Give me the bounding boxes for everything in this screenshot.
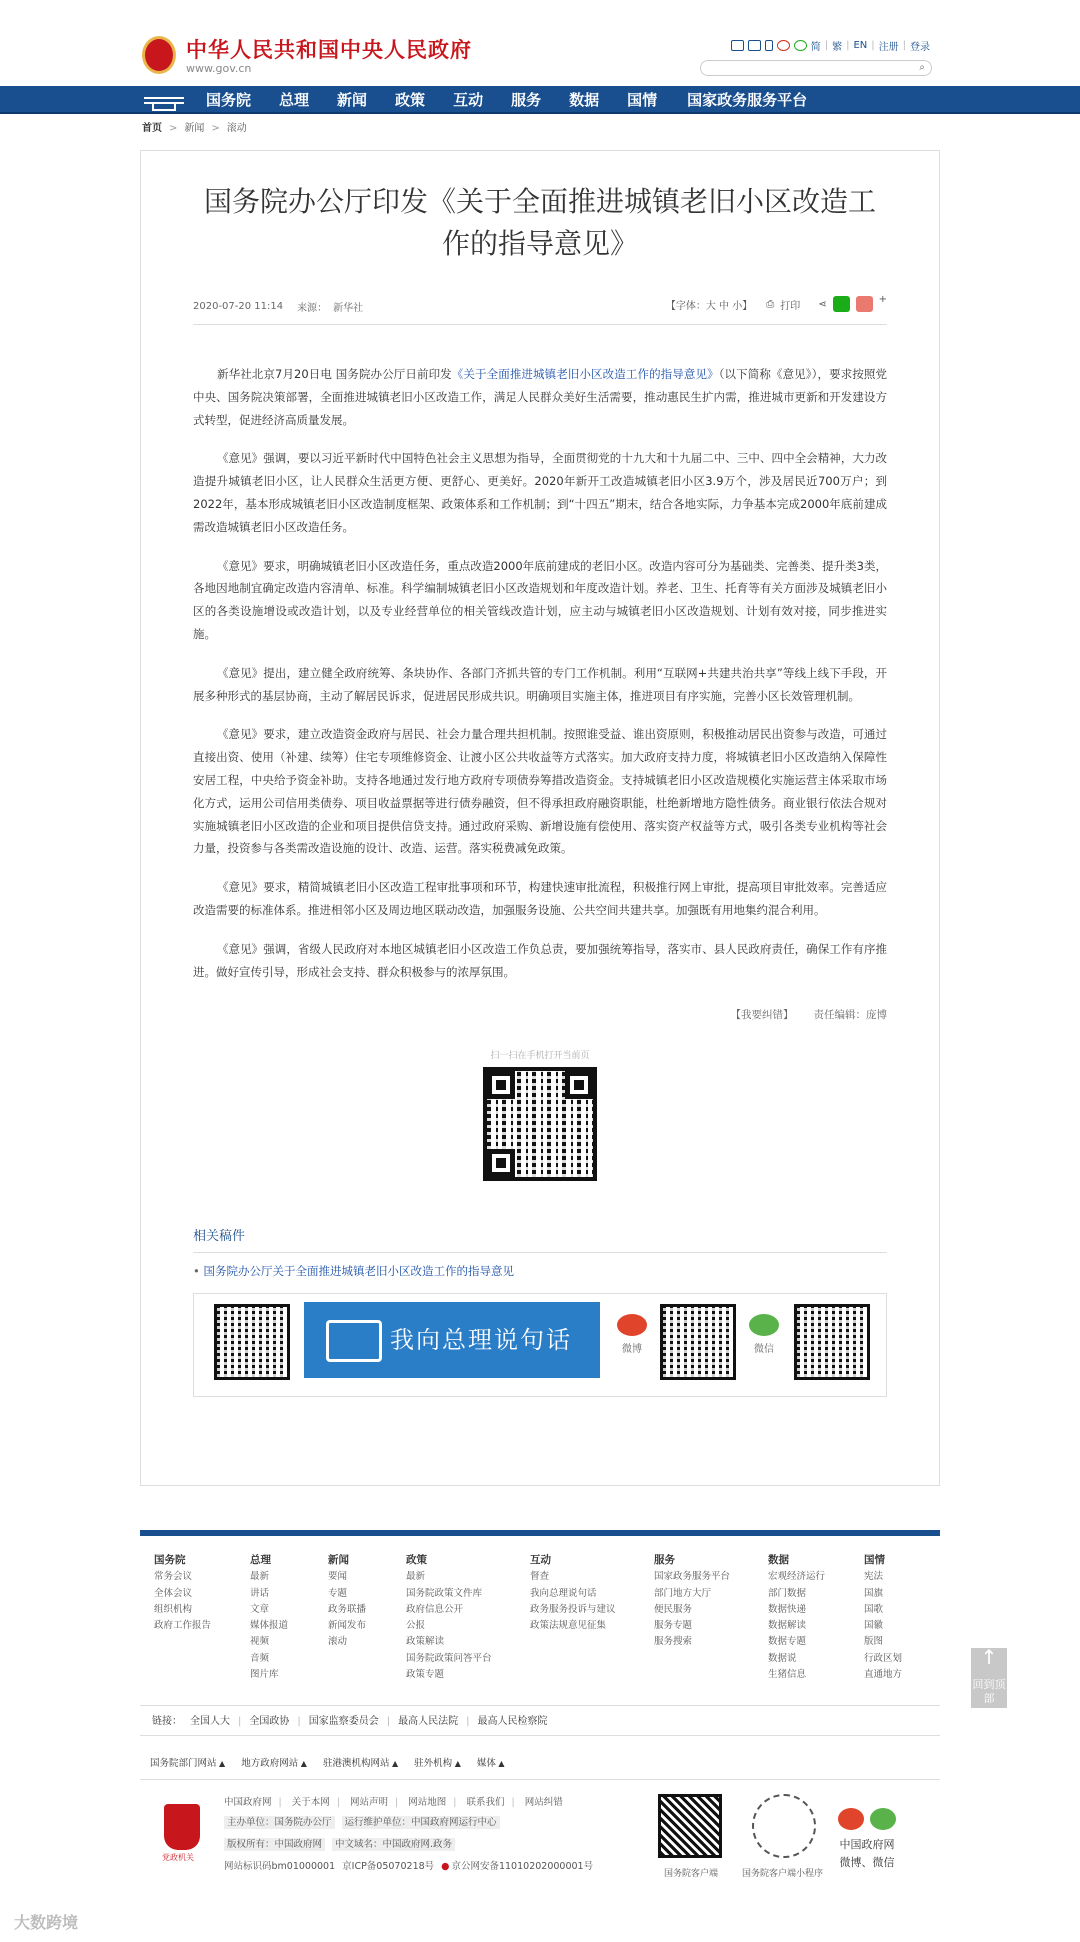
footer-column-link[interactable]: 新闻发布 xyxy=(328,1620,367,1632)
party-gov-seal-icon[interactable] xyxy=(164,1804,200,1850)
app-qr-label: 国务院客户端 xyxy=(664,1869,719,1879)
nav-news[interactable]: 新闻 xyxy=(337,91,368,109)
separator: | xyxy=(824,40,829,51)
breadcrumb-news[interactable]: 新闻 xyxy=(184,123,205,134)
operator-text: 运行维护单位：中国政府网运行中心 xyxy=(342,1816,500,1829)
footer-column-link[interactable]: 数据快递 xyxy=(768,1603,807,1615)
search-icon[interactable]: ⌕ xyxy=(919,62,925,73)
chevron-right-icon: > xyxy=(211,123,220,134)
footer-column-link[interactable]: 要闻 xyxy=(328,1571,348,1583)
banner-qr-code xyxy=(214,1304,290,1380)
link-traditional[interactable]: 繁 xyxy=(832,42,843,53)
footer-column-link[interactable]: 国务院政策文件库 xyxy=(406,1587,483,1599)
footer-link[interactable]: 关于本网 xyxy=(291,1797,330,1808)
site-header xyxy=(140,0,940,86)
footer-column xyxy=(406,1552,530,1705)
back-to-top-button[interactable]: ↑ 回到顶部 xyxy=(971,1648,1007,1708)
interaction-banner xyxy=(193,1293,887,1397)
report-error-link[interactable]: 【我要纠错】 xyxy=(730,1009,794,1022)
link-cppcc[interactable]: 全国政协 xyxy=(249,1716,290,1727)
site-name[interactable]: 中华人民共和国中央人民政府 xyxy=(186,38,472,62)
message-icon[interactable] xyxy=(748,40,761,51)
editor-line xyxy=(193,1007,887,1022)
article-meta xyxy=(193,289,887,325)
font-size-switch[interactable]: 【字体：大 中 小】 xyxy=(665,300,753,312)
source-label: 来源： xyxy=(297,303,328,314)
mail-icon[interactable] xyxy=(731,40,744,51)
miniprogram-qr-code xyxy=(752,1794,816,1858)
article-paragraph: 《意见》强调，省级人民政府对本地区城镇老旧小区改造工作负总责，要加强统筹指导，落实市、县人民政府责任，确保工作有序推进。做好宣传引导，形成社会支持、群众积极参与的浓厚氛围。 xyxy=(193,941,887,979)
footer-column-link[interactable]: 音频 xyxy=(250,1652,270,1664)
footer-column xyxy=(654,1552,768,1705)
link-simplified[interactable]: 简 xyxy=(810,42,821,53)
article-paragraph: 《意见》要求，明确城镇老旧小区改造任务，重点改造2000年底前建成的老旧小区。改造内容可分为基础类、完善类、提升类3类，各地因地制宜确定改造内容清单、标准。科学编制城镇老旧小区改造规划和年度改造计划。养老、卫生、托育等有关方面涉及城镇老旧小区的各类设施增设或改造计划，以及专业经营单位的相关管线改造计划，应主动与城镇老旧小区改造规划、计划有效对接，同步推进实施。 xyxy=(193,558,887,641)
article-body xyxy=(193,325,887,983)
tiananmen-icon[interactable] xyxy=(140,90,188,110)
footer-column xyxy=(864,1552,934,1705)
footer-column-link[interactable]: 督查 xyxy=(530,1571,550,1583)
footer-column-link[interactable]: 版图 xyxy=(864,1636,884,1648)
footer-column-link[interactable]: 国务院政策问答平台 xyxy=(406,1652,492,1664)
article-title: 国务院办公厅印发《关于全面推进城镇老旧小区改造工作的指导意见》 xyxy=(203,185,876,260)
dropdown-hk-macao[interactable]: 驻港澳机构网站 ▲ xyxy=(323,1758,398,1769)
wechat-share-icon[interactable] xyxy=(833,296,850,312)
wechat-label: 微信 xyxy=(754,1344,774,1356)
wechat-entry[interactable] xyxy=(744,1314,784,1355)
dropdown-overseas[interactable]: 驻外机构 ▲ xyxy=(414,1758,461,1769)
search-input[interactable] xyxy=(700,60,932,76)
link-english[interactable]: EN xyxy=(853,40,868,51)
footer-link[interactable]: 网站声明 xyxy=(350,1797,389,1808)
weibo-label: 微博 xyxy=(622,1344,642,1356)
footer-column-link[interactable]: 常务会议 xyxy=(154,1571,193,1583)
footer-column-link[interactable]: 专题 xyxy=(328,1587,348,1599)
footer-column-link[interactable]: 便民服务 xyxy=(654,1603,693,1615)
print-icon[interactable]: ⎙ xyxy=(766,298,775,310)
footer-column-link[interactable]: 行政区划 xyxy=(864,1652,903,1664)
link-login[interactable]: 登录 xyxy=(910,42,930,53)
footer-link[interactable]: 联系我们 xyxy=(466,1797,505,1808)
footer-column-link[interactable]: 部门地方大厅 xyxy=(654,1587,712,1599)
footer-column-link[interactable]: 国家政务服务平台 xyxy=(654,1571,731,1583)
chevron-right-icon: > xyxy=(169,123,178,134)
footer-column-link[interactable]: 政策法规意见征集 xyxy=(530,1620,607,1632)
separator: | xyxy=(871,40,875,51)
qr-hint: 扫一扫在手机打开当前页 xyxy=(490,1051,590,1062)
nav-gov-service-platform[interactable]: 国家政务服务平台 xyxy=(687,91,808,109)
footer-columns xyxy=(140,1536,940,1706)
nav-interaction[interactable]: 互动 xyxy=(453,91,484,109)
link-court[interactable]: 最高人民法院 xyxy=(398,1716,459,1727)
footer-column-link[interactable]: 宪法 xyxy=(864,1571,884,1583)
social-label: 中国政府网 xyxy=(839,1838,895,1851)
footer-column-link[interactable]: 数据说 xyxy=(768,1652,797,1664)
domain-name-text: 中文域名：中国政府网.政务 xyxy=(332,1838,455,1851)
social-label: 微博、微信 xyxy=(839,1856,895,1869)
sponsor-text: 主办单位：国务院办公厅 xyxy=(224,1816,335,1829)
breadcrumb-scroll[interactable]: 滚动 xyxy=(226,123,247,134)
site-footer xyxy=(140,1530,940,1890)
footer-link[interactable]: 网站地图 xyxy=(408,1797,447,1808)
publish-date: 2020-07-20 11:14 xyxy=(193,301,284,312)
link-npc[interactable]: 全国人大 xyxy=(190,1716,230,1727)
footer-column xyxy=(250,1552,328,1705)
footer-column-link[interactable]: 组织机构 xyxy=(154,1603,193,1615)
footer-column-title[interactable]: 互动 xyxy=(530,1554,551,1566)
footer-nav: 中国政府网 | 关于本网 | 网站声明 | 网站地图 | 联系我们 | 网站纠错 xyxy=(224,1797,563,1808)
footer-column xyxy=(768,1552,864,1705)
footer-column-link[interactable]: 数据解读 xyxy=(768,1620,807,1632)
footer-registration xyxy=(224,1858,600,1872)
footer-column-link[interactable]: 政务联播 xyxy=(328,1603,367,1615)
nav-national-info[interactable]: 国情 xyxy=(627,91,658,109)
related-heading: 相关稿件 xyxy=(193,1225,887,1253)
footer-column-link[interactable]: 政策专题 xyxy=(406,1669,445,1681)
footer-column-link[interactable]: 媒体报道 xyxy=(250,1620,289,1632)
footer-column-link[interactable]: 服务专题 xyxy=(654,1620,693,1632)
footer-column-link[interactable]: 国旗 xyxy=(864,1587,884,1599)
footer-column-link[interactable]: 政府信息公开 xyxy=(406,1603,464,1615)
links-label: 链接： xyxy=(152,1716,182,1727)
footer-column-link[interactable]: 政策解读 xyxy=(406,1636,445,1648)
footer-column-title[interactable]: 国情 xyxy=(864,1554,885,1566)
footer-column-link[interactable]: 我向总理说句话 xyxy=(530,1587,597,1599)
breadcrumb-home[interactable]: 首页 xyxy=(142,123,162,134)
weibo-icon[interactable] xyxy=(838,1808,864,1830)
weibo-qr-code xyxy=(660,1304,736,1380)
footer-column-title[interactable]: 新闻 xyxy=(328,1554,349,1566)
weibo-icon[interactable] xyxy=(777,40,790,51)
footer-column-title[interactable]: 服务 xyxy=(654,1554,675,1566)
footer-column-link[interactable]: 讲话 xyxy=(250,1587,270,1599)
dropdown-media[interactable]: 媒体 ▲ xyxy=(477,1758,505,1769)
footer-sponsor xyxy=(224,1814,507,1828)
footer-column-link[interactable]: 最新 xyxy=(250,1571,270,1583)
responsible-editor: 责任编辑：庞博 xyxy=(813,1009,887,1022)
speak-to-premier-label: 我向总理说句话 xyxy=(390,1326,572,1355)
footer-column-link[interactable]: 政务服务投诉与建议 xyxy=(530,1603,616,1615)
footer-social xyxy=(838,1808,896,1872)
app-qr-code xyxy=(658,1794,722,1858)
wechat-qr-code xyxy=(794,1304,870,1380)
article-paragraph xyxy=(193,363,887,431)
link-ccdi[interactable]: 国家监察委员会 xyxy=(308,1716,379,1727)
share-icon[interactable]: ⋖ xyxy=(818,298,827,310)
footer-column-link[interactable]: 公报 xyxy=(406,1620,426,1632)
article-tools xyxy=(665,293,887,312)
footer-column-link[interactable]: 国徽 xyxy=(864,1620,884,1632)
miniprogram-qr-label: 国务院客户端小程序 xyxy=(742,1869,824,1879)
dropdown-local-gov[interactable]: 地方政府网站 ▲ xyxy=(241,1758,307,1769)
policy-document-link[interactable]: 《关于全面推进城镇老旧小区改造工作的指导意见》 xyxy=(451,367,719,381)
link-procuratorate[interactable]: 最高人民检察院 xyxy=(477,1716,548,1727)
wechat-icon xyxy=(749,1314,779,1336)
footer-link[interactable]: 中国政府网 xyxy=(224,1797,272,1808)
footer-column-link[interactable]: 生猪信息 xyxy=(768,1669,807,1681)
footer-column-link[interactable]: 数据专题 xyxy=(768,1636,807,1648)
weibo-entry[interactable] xyxy=(612,1314,652,1355)
nav-service[interactable]: 服务 xyxy=(511,91,542,109)
icp-link[interactable]: 京ICP备05070218号 xyxy=(342,1861,435,1872)
footer-column xyxy=(154,1552,250,1705)
footer-column-link[interactable]: 服务搜索 xyxy=(654,1636,693,1648)
article-paragraph: 《意见》强调，要以习近平新时代中国特色社会主义思想为指导，全面贯彻党的十九大和十九届二中、三中、四中全会精神，大力改造提升城镇老旧小区，让人民群众生活更方便、更舒心、更美好。2020年新开工改造城镇老旧小区3.9万个，涉及居民近700万户；到2022年，基本形成城镇老旧小区改造制度框架、政策体系和工作机制；到“十四五”期末，结合各地实际，力争基本完成2000年底前建成需改造城镇老旧小区改造任务。 xyxy=(193,451,887,534)
source-name: 新华社 xyxy=(333,303,364,314)
main-nav xyxy=(0,86,1080,114)
police-badge-icon: ● xyxy=(441,1861,450,1872)
watermark-text: 大数跨境 xyxy=(14,1913,79,1932)
nav-premier[interactable]: 总理 xyxy=(279,91,310,109)
top-links xyxy=(731,38,930,53)
nav-policy[interactable]: 政策 xyxy=(395,91,426,109)
police-record-link[interactable]: 京公网安备11010202000001号 xyxy=(451,1861,594,1872)
footer-column-link[interactable]: 部门数据 xyxy=(768,1587,807,1599)
footer-column-title[interactable]: 国务院 xyxy=(154,1554,186,1566)
footer-column-link[interactable]: 最新 xyxy=(406,1571,426,1583)
footer-column-link[interactable]: 直通地方 xyxy=(864,1669,903,1681)
paragraph-text: 新华社北京7月20日电 国务院办公厅日前印发 xyxy=(217,367,452,381)
more-share-icon[interactable]: + xyxy=(878,293,887,305)
footer-column xyxy=(328,1552,406,1705)
footer-column-title[interactable]: 数据 xyxy=(768,1554,789,1566)
footer-column-title[interactable]: 政策 xyxy=(406,1554,427,1566)
footer-column xyxy=(530,1552,654,1705)
footer-column-link[interactable]: 政府工作报告 xyxy=(154,1620,212,1632)
page-qr-code xyxy=(483,1067,597,1181)
copyright-text: 版权所有：中国政府网 xyxy=(224,1838,325,1851)
article-paragraph: 《意见》要求，精简城镇老旧小区改造工程审批事项和环节，构建快速审批流程，积极推行网上审批，提高项目审批效率。完善适应改造需要的标准体系。推进相邻小区及周边地区联动改造，加强服务设施、公共空间共建共享。加强既有用地集约混合利用。 xyxy=(193,880,887,917)
speak-to-premier-button[interactable] xyxy=(304,1302,600,1378)
paragraph-text: （以下简称《意见》），要求按照党中央、国务院决策部署，全面推进城镇老旧小区改造工作，满足人民群众美好生活需要，推动惠民生扩内需，推进城市更新和开发建设方式转型，促进经济高质量发展。 xyxy=(193,367,888,427)
wechat-icon[interactable] xyxy=(870,1808,896,1830)
seal-text: 党政机关 xyxy=(162,1853,194,1862)
nav-data[interactable]: 数据 xyxy=(569,91,600,109)
footer-column-link[interactable]: 全体会议 xyxy=(154,1587,193,1599)
nav-guowuyuan[interactable]: 国务院 xyxy=(206,91,252,109)
weibo-share-icon[interactable] xyxy=(856,296,873,312)
site-url: www.gov.cn xyxy=(186,62,252,75)
dropdown-ministries[interactable]: 国务院部门网站 ▲ xyxy=(150,1758,225,1769)
article-paragraph: 《意见》提出，建立健全政府统筹、条块协作、各部门齐抓共管的专门工作机制。利用“互联网+共建共治共享”等线上线下手段，开展多种形式的基层协商，主动了解居民诉求，促进居民形成共识。明确项目实施主体，推进项目有序实施，完善小区长效管理机制。 xyxy=(193,665,887,703)
article-container xyxy=(140,150,940,1486)
footer-column-link[interactable]: 视频 xyxy=(250,1636,270,1648)
article-paragraph: 《意见》要求，建立改造资金政府与居民、社会力量合理共担机制。按照谁受益、谁出资原则，积极推动居民出资参与改造，可通过直接出资、使用（补建、续筹）住宅专项维修资金、让渡小区公共收益等方式落实。加大政府支持力度，将城镇老旧小区改造纳入保障性安居工程，中央给予资金补助。支持各地通过发行地方政府专项债券筹措改造资金。支持城镇老旧小区改造规模化实施运营主体采取市场化方式，运用公司信用类债券、项目收益票据等进行债券融资，但不得承担政府融资职能，杜绝新增地方隐性债务。商业银行依法合规对实施城镇老旧小区改造的企业和项目提供信贷支持。通过政府采购、新增设施有偿使用、落实资产权益等方式，吸引各类专业机构等社会力量，投资参与各类需改造设施的设计、改造、运营。落实税费减免政策。 xyxy=(193,727,887,856)
weibo-icon xyxy=(617,1314,647,1336)
footer-column-link[interactable]: 滚动 xyxy=(328,1636,348,1648)
footer-copyright xyxy=(224,1836,462,1850)
related-article-link[interactable]: • 国务院办公厅关于全面推进城镇老旧小区改造工作的指导意见 xyxy=(193,1263,887,1279)
footer-bottom xyxy=(140,1780,940,1890)
footer-column-title[interactable]: 总理 xyxy=(250,1554,271,1566)
footer-column-link[interactable]: 宏观经济运行 xyxy=(768,1571,826,1583)
footer-column-link[interactable]: 文章 xyxy=(250,1603,270,1615)
link-register[interactable]: 注册 xyxy=(878,42,899,53)
friend-links: 链接： 全国人大 | 全国政协 | 国家监察委员会 | 最高人民法院 | 最高人民检察院 xyxy=(140,1708,940,1736)
print-button[interactable]: 打印 xyxy=(780,300,801,312)
footer-column-link[interactable]: 图片库 xyxy=(250,1669,279,1681)
mobile-icon[interactable] xyxy=(765,40,773,51)
watermark-logo xyxy=(14,1910,78,1933)
national-emblem-icon[interactable] xyxy=(142,36,176,74)
separator: | xyxy=(846,40,850,51)
breadcrumb xyxy=(140,114,940,150)
footer-column-link[interactable]: 国歌 xyxy=(864,1603,884,1615)
footer-link[interactable]: 网站纠错 xyxy=(524,1797,563,1808)
dept-site-dropdowns xyxy=(140,1748,940,1780)
site-id-text: 网站标识码bm01000001 xyxy=(224,1861,336,1872)
separator: | xyxy=(902,40,906,51)
wechat-icon[interactable] xyxy=(794,40,807,51)
